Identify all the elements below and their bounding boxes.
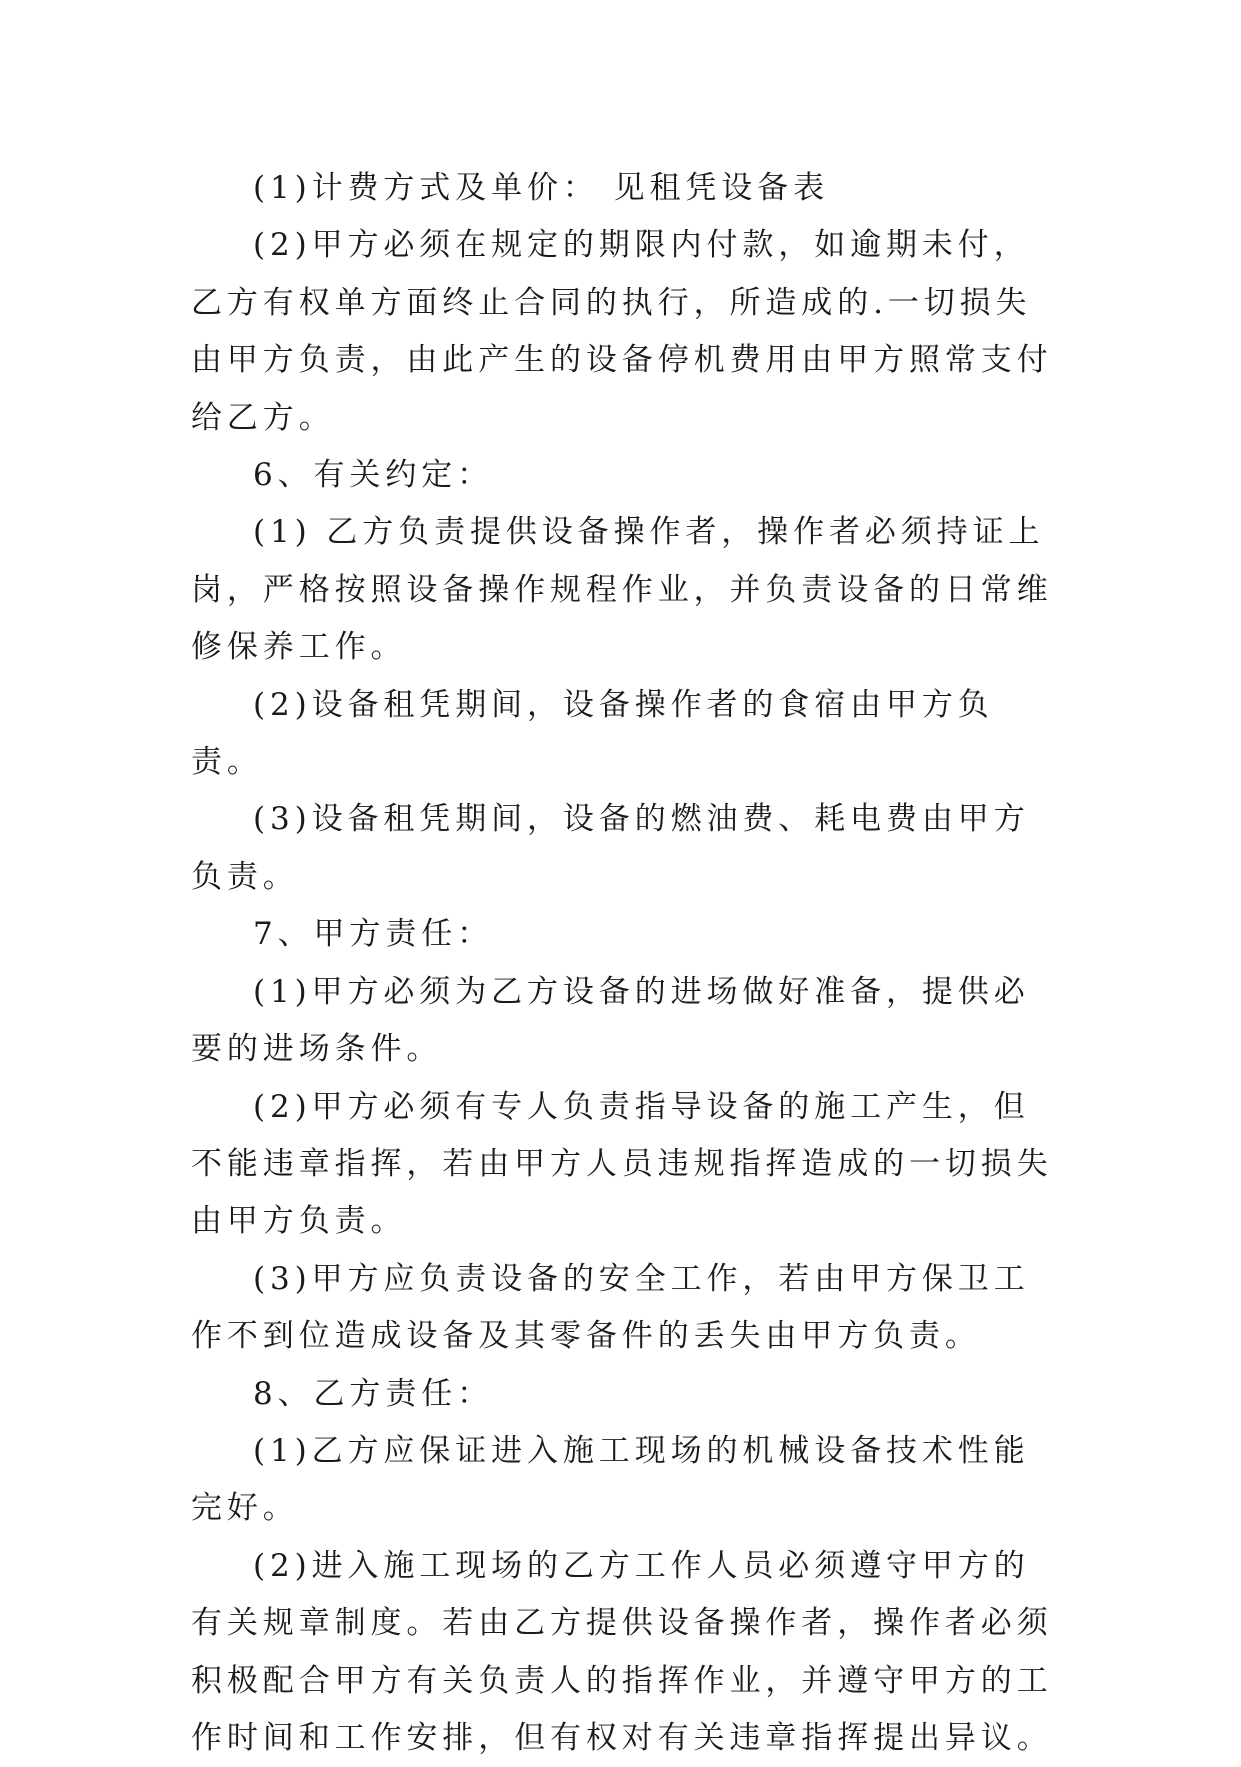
section-heading-agreements: 6、有关约定： bbox=[253, 457, 494, 494]
section-heading-party-a: 7、甲方责任： bbox=[253, 916, 494, 953]
paragraph-equipment-condition: (1)乙方应保证进入施工现场的机械设备技术性能完好。 bbox=[191, 1432, 1030, 1527]
paragraph-site-rules: (2)进入施工现场的乙方工作人员必须遵守甲方的有关规章制度。若由乙方提供设备操作者，操作者必须积极配合甲方有关负责人的指挥作业，并遵守甲方的工作时间和工作安排，但有权对有关违章指挥提出异议。 bbox=[191, 1547, 1053, 1756]
paragraph-billing-method: (1)计费方式及单价： 见租凭设备表 bbox=[253, 170, 829, 206]
paragraph-site-preparation: (1)甲方必须为乙方设备的进场做好准备，提供必要的进场条件。 bbox=[191, 973, 1030, 1068]
paragraph-payment-deadline: (2)甲方必须在规定的期限内付款，如逾期未付，乙方有权单方面终止合同的执行，所造成的.一切损失由甲方负责，由此产生的设备停机费用由甲方照常支付给乙方。 bbox=[191, 227, 1053, 436]
paragraph-supervision: (2)甲方必须有专人负责指导设备的施工产生，但不能违章指挥，若由甲方人员违规指挥造成的一切损失由甲方负责。 bbox=[191, 1088, 1053, 1240]
paragraph-operator-lodging: (2)设备租凭期间，设备操作者的食宿由甲方负责。 bbox=[191, 686, 994, 781]
paragraph-equipment-security: (3)甲方应负责设备的安全工作，若由甲方保卫工作不到位造成设备及其零备件的丢失由甲方负责。 bbox=[191, 1260, 1030, 1355]
document-body bbox=[191, 160, 1061, 1767]
section-heading-party-b: 8、乙方责任： bbox=[253, 1375, 494, 1412]
paragraph-operator-provision: (1) 乙方负责提供设备操作者，操作者必须持证上岗，严格按照设备操作规程作业，并负责设备的日常维修保养工作。 bbox=[191, 514, 1053, 666]
paragraph-fuel-power-costs: (3)设备租凭期间，设备的燃油费、耗电费由甲方负责。 bbox=[191, 801, 1030, 895]
